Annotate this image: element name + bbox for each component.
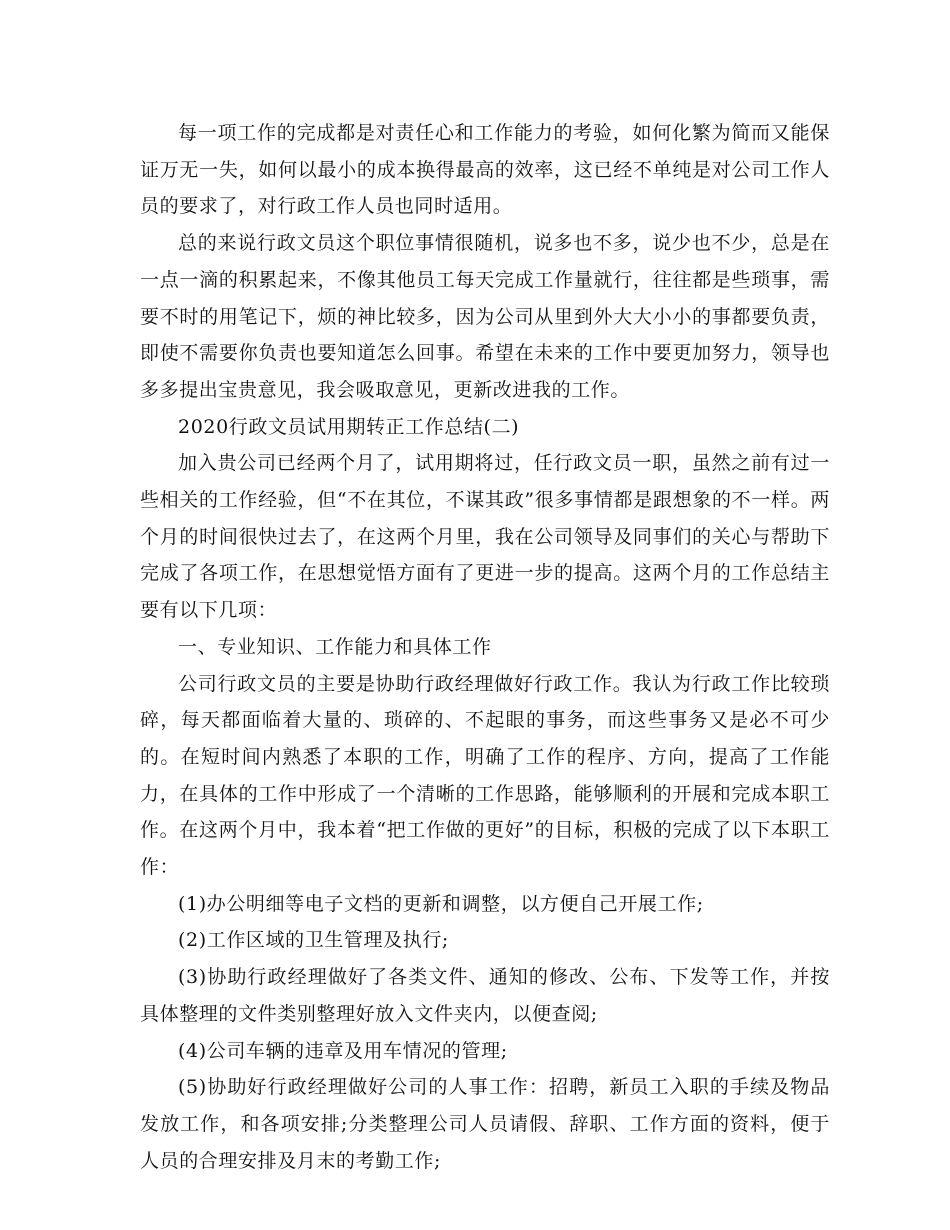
section-title: 2020行政文员试用期转正工作总结(二) <box>178 415 520 438</box>
list-item-3: (3)协助行政经理做好了各类文件、通知的修改、公布、下发等工作，并按具体整理的文件类别整理好放入文件夹内，以便查阅; <box>140 966 830 1025</box>
paragraph-responsibility: 每一项工作的完成都是对责任心和工作能力的考验，如何化繁为简而又能保证万无一失，如何以最小的成本换得最高的效率，这已经不单纯是对公司工作人员的要求了，对行政工作人员也同时适用。 <box>140 122 830 218</box>
list-item-4: (4)公司车辆的违章及用车情况的管理; <box>178 1039 508 1062</box>
paragraph-duties: 公司行政文员的主要是协助行政经理做好行政工作。我认为行政工作比较琐碎，每天都面临着大量的、琐碎的、不起眼的事务，而这些事务又是必不可少的。在短时间内熟悉了本职的工作，明确了工作的程序、方向，提高了工作能力，在具体的工作中形成了一个清晰的工作思路，能够顺利的开展和完成本职工作。在这两个月中，我本着“把工作做的更好”的目标，积极的完成了以下本职工作： <box>140 672 830 879</box>
document-body <box>140 115 830 1179</box>
paragraph-intro: 加入贵公司已经两个月了，试用期将过，任行政文员一职，虽然之前有过一些相关的工作经验，但“不在其位，不谋其政”很多事情都是跟想象的不一样。两个月的时间很快过去了，在这两个月里，我在公司领导及同事们的关心与帮助下完成了各项工作，在思想觉悟方面有了更进一步的提高。这两个月的工作总结主要有以下几项： <box>140 452 830 622</box>
paragraph-summary: 总的来说行政文员这个职位事情很随机，说多也不多，说少也不少，总是在一点一滴的积累起来，不像其他员工每天完成工作量就行，往往都是些琐事，需要不时的用笔记下，烦的神比较多，因为公司从里到外大大小小的事都要负责，即使不需要你负责也要知道怎么回事。希望在未来的工作中要更加努力，领导也多多提出宝贵意见，我会吸取意见，更新改进我的工作。 <box>140 232 830 401</box>
list-item-2: (2)工作区域的卫生管理及执行; <box>178 929 449 952</box>
list-item-1: (1)办公明细等电子文档的更新和调整，以方便自己开展工作; <box>178 892 704 915</box>
section-heading: 一、专业知识、工作能力和具体工作 <box>178 635 492 658</box>
list-item-5: (5)协助好行政经理做好公司的人事工作：招聘，新员工入职的手续及物品发放工作，和各项安排;分类整理公司人员请假、辞职、工作方面的资料，便于人员的合理安排及月末的考勤工作; <box>140 1076 830 1172</box>
